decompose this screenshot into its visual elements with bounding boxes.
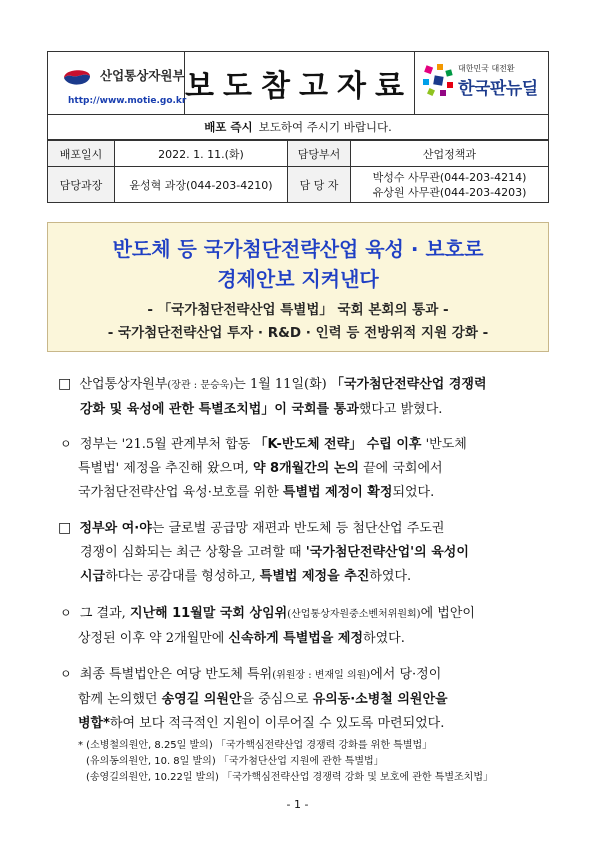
footnote-3: (송영길의원안, 10.22일 발의) 「국가핵심전략산업 경쟁력 강화 및 보호에 관한 특별조치법」 xyxy=(86,772,493,783)
p3-text-f: 하다는 공감대를 형성하고, xyxy=(105,569,260,584)
p5-text-h: 하여 보다 적극적인 지원이 이루어질 수 있도록 마련되었다. xyxy=(109,716,445,731)
manager-value: 윤성혁 과장(044-203-4210) xyxy=(115,167,288,203)
staff-values xyxy=(351,167,549,203)
p3-text-h: 하였다. xyxy=(369,569,412,584)
subheadline-2: - 국가첨단전략산업 투자 · R&D · 인력 등 전방위적 지원 강화 - xyxy=(107,325,489,341)
p3-text-b: 는 글로벌 공급망 재편과 반도체 등 첨단산업 주도권 xyxy=(151,521,445,536)
staff-2: 유상원 사무관(044-203-4203) xyxy=(372,185,527,199)
p5-text-bold-3: 병합* xyxy=(78,716,110,731)
p5-text-bold-2: 유의동·소병철 의원안을 xyxy=(312,692,448,707)
newdeal-brand-cell xyxy=(414,52,548,114)
p2-text-bold-2: 약 8개월간의 논의 xyxy=(252,461,359,476)
p5-text-c: 함께 논의했던 xyxy=(78,692,162,707)
subheadline-1: - 「국가첨단전략산업 특별법」 국회 본회의 통과 - xyxy=(147,302,449,318)
p4-text-bold-1: 지난해 11월말 국회 상임위 xyxy=(129,606,288,621)
p1-text-bold-1: 「국가첨단전략산업 경쟁력 xyxy=(330,377,487,392)
paragraph-5 xyxy=(60,662,448,736)
p2-text-a: 정부는 '21.5월 관계부처 합동 xyxy=(79,437,255,452)
p1-text-small: (장관 : 문승욱) xyxy=(167,380,234,391)
distribution-text: 보도하여 주시기 바랍니다. xyxy=(258,120,392,134)
p4-text-small: (산업통상자원중소벤처위원회) xyxy=(287,609,421,620)
taegeuk-logo-icon xyxy=(60,62,94,90)
p1-text-b: 는 1월 11일(화) xyxy=(233,377,331,392)
p4-text-d: 상정된 이후 약 2개월만에 xyxy=(78,631,229,646)
newdeal-tagline: 대한민국 대전환 xyxy=(458,64,515,73)
manager-label: 담당과장 xyxy=(48,167,115,203)
p4-text-bold-2: 신속하게 특별법을 제정 xyxy=(228,631,364,646)
ministry-logo-cell xyxy=(48,52,185,114)
footnotes xyxy=(78,738,493,786)
square-bullet-icon: □ xyxy=(58,376,72,392)
distribution-bold: 배포 즉시 xyxy=(204,120,253,134)
staff-label: 담 당 자 xyxy=(288,167,351,203)
headline-line-1: 반도체 등 국가첨단전략산업 육성 · 보호로 xyxy=(112,237,484,261)
paragraph-3 xyxy=(58,516,469,589)
distribution-notice xyxy=(47,115,549,140)
doc-title-cell xyxy=(184,52,415,114)
paragraph-2 xyxy=(60,432,467,505)
circle-bullet-icon: ㅇ xyxy=(60,606,72,620)
p3-text-bold-4: 특별법 제정을 추진 xyxy=(259,569,370,584)
p5-text-b: 에서 당·정이 xyxy=(370,667,442,682)
page-number: - 1 - xyxy=(286,798,309,811)
staff-1: 박성수 사무관(044-203-4214) xyxy=(372,170,527,184)
newdeal-mark-icon xyxy=(420,62,456,98)
footnote-2: (유의동의원안, 10. 8일 발의) 「국가첨단산업 지원에 관한 특별법」 xyxy=(86,756,384,767)
circle-bullet-icon: ㅇ xyxy=(60,667,72,681)
p3-text-bold-1: 정부와 여·야 xyxy=(79,521,152,536)
p5-text-e: 을 중심으로 xyxy=(241,692,313,707)
p1-text-a: 산업통상자원부 xyxy=(79,377,168,392)
header-table xyxy=(47,51,549,115)
date-value: 2022. 1. 11.(화) xyxy=(115,141,288,167)
headline-line-2: 경제안보 지켜낸다 xyxy=(217,267,379,291)
p2-text-g: 국가첨단전략산업 육성·보호를 위한 xyxy=(78,485,283,500)
dept-value: 산업정책과 xyxy=(351,141,549,167)
p2-text-f: 끝에 국회에서 xyxy=(358,461,443,476)
doc-title: 보도참고자료 xyxy=(185,69,413,104)
p2-text-d: 특별법' 제정을 추진해 왔으며, xyxy=(78,461,253,476)
circle-bullet-icon: ㅇ xyxy=(60,437,72,451)
p3-text-c: 경쟁이 심화되는 최근 상황을 고려할 때 xyxy=(80,545,306,560)
p4-text-f: 하였다. xyxy=(363,631,405,646)
p1-text-e: 했다고 밝혔다. xyxy=(358,402,443,417)
p4-text-a: 그 결과, xyxy=(79,606,130,621)
ministry-name: 산업통상자원부 xyxy=(100,68,185,83)
meta-table xyxy=(47,140,549,203)
paragraph-1 xyxy=(58,372,487,422)
p5-text-a: 최종 특별법안은 여당 반도체 특위 xyxy=(79,667,273,682)
p3-text-bold-3: 시급 xyxy=(80,569,106,584)
p4-text-c: 에 법안이 xyxy=(420,606,475,621)
dept-label: 담당부서 xyxy=(288,141,351,167)
p3-text-bold-2: '국가첨단전략산업'의 육성이 xyxy=(305,545,469,560)
p2-text-bold-1: 「K-반도체 전략」 수립 이후 xyxy=(254,437,422,452)
p5-text-small: (위원장 : 변재일 의원) xyxy=(272,670,371,681)
p5-text-bold-1: 송영길 의원안 xyxy=(161,692,242,707)
footnote-1: * (소병철의원안, 8.25일 발의) 「국가핵심전략산업 경쟁력 강화를 위한 특별법」 xyxy=(78,740,433,751)
p1-text-bold-2: 강화 및 육성에 관한 특별조치법」이 국회를 통과 xyxy=(80,402,359,417)
headline-box xyxy=(47,222,549,352)
p2-text-i: 되었다. xyxy=(392,485,435,500)
square-bullet-icon: □ xyxy=(58,520,72,536)
ministry-url-link[interactable]: http://www.motie.go.kr xyxy=(68,96,187,106)
newdeal-brand-name: 한국판뉴딜 xyxy=(458,79,538,99)
p2-text-c: '반도체 xyxy=(421,437,467,452)
paragraph-4 xyxy=(60,601,475,651)
date-label: 배포일시 xyxy=(48,141,115,167)
p2-text-bold-3: 특별법 제정이 확정 xyxy=(282,485,393,500)
